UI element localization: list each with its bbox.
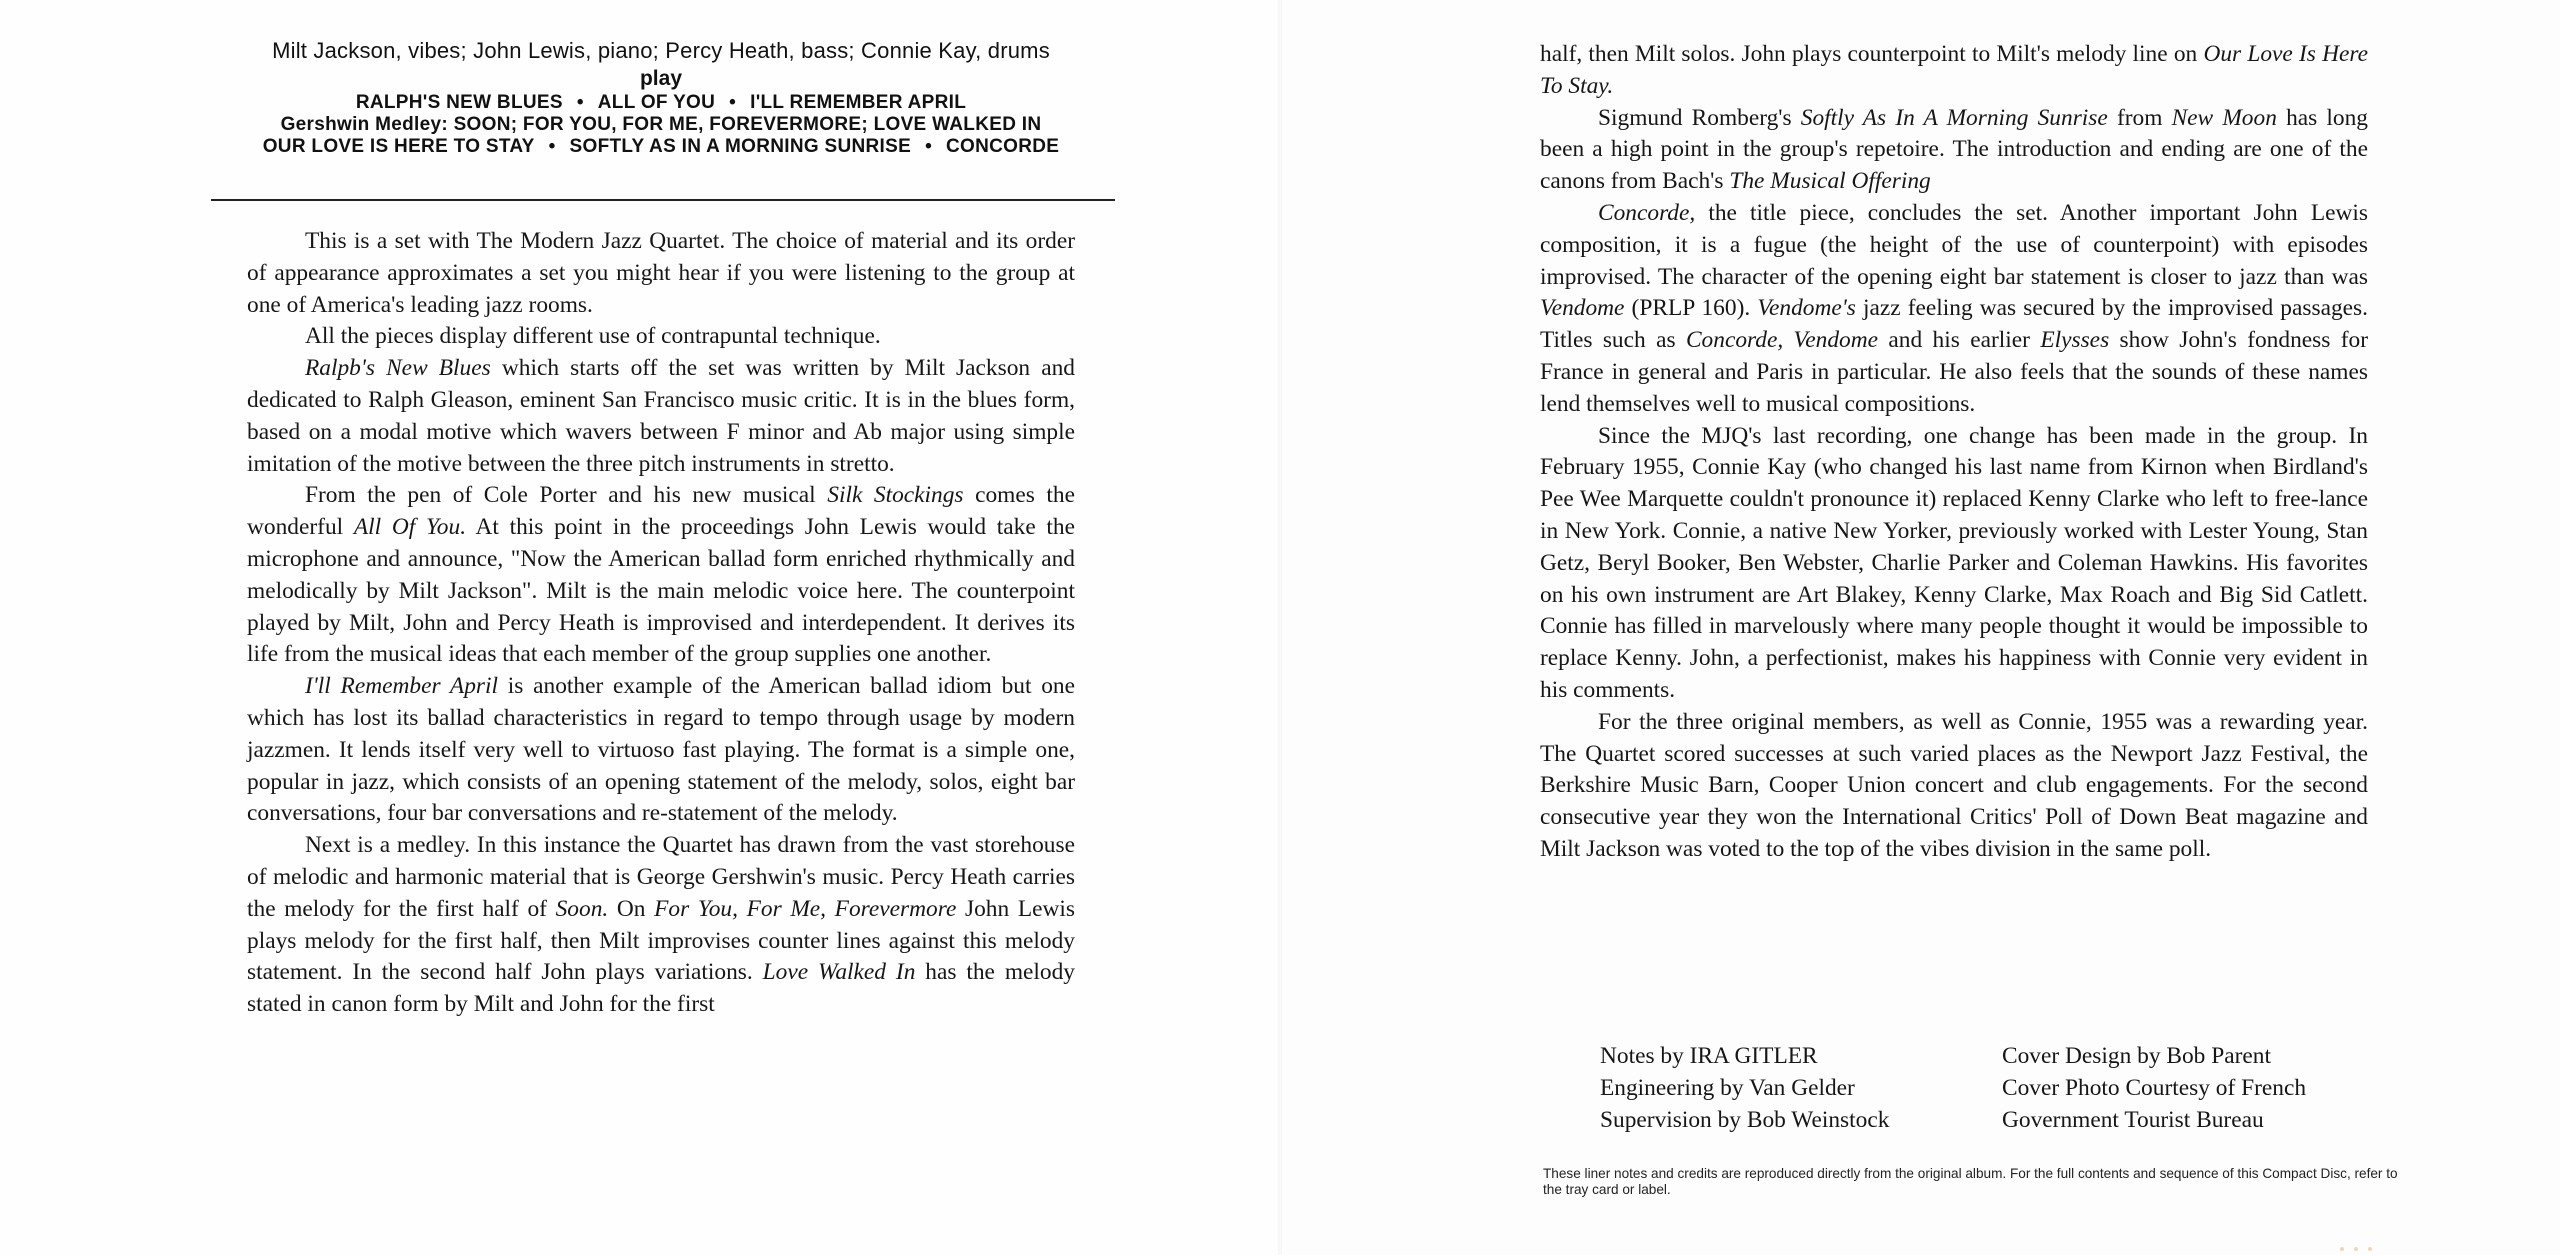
production-credits xyxy=(1600,1040,2420,1136)
page-fold xyxy=(1278,0,1282,1255)
song-title: Softly As In A Morning Sunrise xyxy=(1800,104,2108,131)
paragraph: Concorde, the title piece, concludes the set. Another important John Lewis composition, it is a fugue (the height of the use of counterpoint) with episodes improvised. The character of the opening eight bar statement is closer to jazz than was Vendome (PRLP 160). Vendome's jazz feeling was secured by the improvised passages. Titles such as Concorde, Vendome and his earlier Elysses show John's fondness for France in general and Paris in particular. He also feels that the sounds of these names lend themselves well to musical compositions. xyxy=(1540,199,2369,417)
work-title: The Musical Offering xyxy=(1729,168,1931,195)
play-line: play xyxy=(639,67,683,90)
song-title: I'll Remember April xyxy=(305,673,498,700)
tune-list-line-1 xyxy=(205,92,1117,114)
paragraph: half, then Milt solos. John plays counterpoint to Milt's melody line on Our Love Is Here To Stay. xyxy=(1540,41,2369,99)
right-text-column xyxy=(1540,39,2368,866)
bullet-separator: • xyxy=(548,136,556,157)
tune-list-line-3 xyxy=(205,136,1117,158)
tune-title: CONCORDE xyxy=(946,136,1060,157)
song-title: Soon. xyxy=(555,895,609,922)
song-title: Ralpb's New Blues xyxy=(305,355,491,382)
tune-title: OUR LOVE IS HERE TO STAY xyxy=(262,136,535,157)
credit-line: Cover Photo Courtesy of French xyxy=(2002,1075,2307,1101)
paragraph: All the pieces display different use of contrapuntal technique. xyxy=(305,323,881,350)
song-title: Elysses xyxy=(2040,327,2110,354)
paragraph: Sigmund Romberg's Softly As In A Morning Sunrise from New Moon has long been a high point in the group's repetoire. The introduction and ending are one of the canons from Bach's The Musical Offering xyxy=(1540,104,2368,195)
paragraph: Ralpb's New Blues which starts off the set was written by Milt Jackson and dedicated to Ralph Gleason, eminent San Francisco music critic. It is in the blues form, based on a modal motive which wavers between F minor and Ab major using simple imitation of the motive between the three pitch instruments in stretto. xyxy=(247,355,1075,477)
song-title: Concorde, Vendome xyxy=(1685,327,1878,354)
bullet-separator: • xyxy=(576,92,584,113)
credit-line: Supervision by Bob Weinstock xyxy=(1600,1107,1890,1133)
tune-title: ALL OF YOU xyxy=(597,92,716,113)
song-title: Concorde, xyxy=(1598,199,1696,226)
personnel-line: Milt Jackson, vibes; John Lewis, piano; Percy Heath, bass; Connie Kay, drums xyxy=(272,38,1050,63)
musical-title: New Moon xyxy=(2171,104,2277,131)
tune-title: I'LL REMEMBER APRIL xyxy=(750,92,967,113)
song-title: Love Walked In xyxy=(762,959,916,986)
credit-line: Cover Design by Bob Parent xyxy=(2002,1043,2271,1069)
tune-list-line-2: Gershwin Medley: SOON; FOR YOU, FOR ME, FOREVERMORE; LOVE WALKED IN xyxy=(280,114,1042,135)
song-title: Our Love Is Here To Stay. xyxy=(1540,41,2369,99)
album-credits-header xyxy=(205,36,1117,158)
tune-title: SOFTLY AS IN A MORNING SUNRISE xyxy=(569,136,912,157)
paragraph: From the pen of Cole Porter and his new musical Silk Stockings comes the wonderful All Of You. At this point in the proceedings John Lewis would take the microphone and announce, "Now the American ballad form enriched rhythmically and melodically by Milt Jackson". Milt is the main melodic voice here. The counterpoint played by Milt, John and Percy Heath is improvised and interdependent. It derives its life from the musical ideas that each member of the group supplies one another. xyxy=(247,482,1075,668)
paragraph: Since the MJQ's last recording, one change has been made in the group. In February 1955, Connie Kay (who changed his last name from Kirnon when Birdland's Pee Wee Marquette couldn't pronounce it) replaced Kenny Clarke who left to free-lance in New York. Connie, a native New Yorker, previously worked with Lester Young, Stan Getz, Beryl Booker, Ben Webster, Charlie Parker and Coleman Hawkins. His favorites on his own instrument are Art Blakey, Kenny Clarke, Max Roach and Big Sid Catlett. Connie has filled in marvelously where many people thought it would be impossible to replace Kenny. John, a perfectionist, makes his happiness with Connie very evident in his comments. xyxy=(1540,422,2368,703)
credit-line: Government Tourist Bureau xyxy=(2002,1107,2264,1133)
song-title: For You, For Me, Forevermore xyxy=(654,895,957,922)
header-divider xyxy=(211,199,1115,201)
paragraph: I'll Remember April is another example of the American ballad idiom but one which has lost its ballad characteristics in regard to tempo through usage by modern jazzmen. It lends itself very well to virtuoso fast playing. The format is a simple one, popular in jazz, which consists of an opening statement of the melody, solos, eight bar conversations, four bar conversations and re-statement of the melody. xyxy=(247,673,1075,827)
song-title: All Of You. xyxy=(353,514,467,541)
bullet-separator: • xyxy=(729,92,737,113)
credit-line: Notes by IRA GITLER xyxy=(1600,1043,1818,1069)
credit-line: Engineering by Van Gelder xyxy=(1600,1075,1855,1101)
song-title: Vendome xyxy=(1540,295,1625,322)
left-text-column xyxy=(247,226,1075,1021)
paragraph: This is a set with The Modern Jazz Quartet. The choice of material and its order of appearance approximates a set you might hear if you were listening to the group at one of America's leading jazz rooms. xyxy=(247,228,1075,318)
paragraph: For the three original members, as well as Connie, 1955 was a rewarding year. The Quartet scored successes at such varied places as the Newport Jazz Festival, the Berkshire Music Barn, Cooper Union concert and club engagements. For the second consecutive year they won the International Critics' Poll of Down Beat magazine and Milt Jackson was voted to the top of the vibes division in the same poll. xyxy=(1540,708,2368,862)
musical-title: Silk Stockings xyxy=(827,482,964,509)
print-specks xyxy=(2340,1238,2400,1246)
bullet-separator: • xyxy=(925,136,933,157)
paragraph: Next is a medley. In this instance the Quartet has drawn from the vast storehouse of melodic and harmonic material that is George Gershwin's music. Percy Heath carries the melody for the first half of Soon. On For You, For Me, Forevermore John Lewis plays melody for the first half, then Milt improvises counter lines against this melody statement. In the second half John plays variations. Love Walked In has the melody stated in canon form by Milt and John for the first xyxy=(247,832,1075,1018)
song-title: Vendome's xyxy=(1757,295,1856,322)
tune-title: RALPH'S NEW BLUES xyxy=(355,92,563,113)
reproduction-disclaimer: These liner notes and credits are reproduced directly from the original album. For the full contents and sequence of this Compact Disc, refer to the tray card or label. xyxy=(1543,1166,2398,1197)
